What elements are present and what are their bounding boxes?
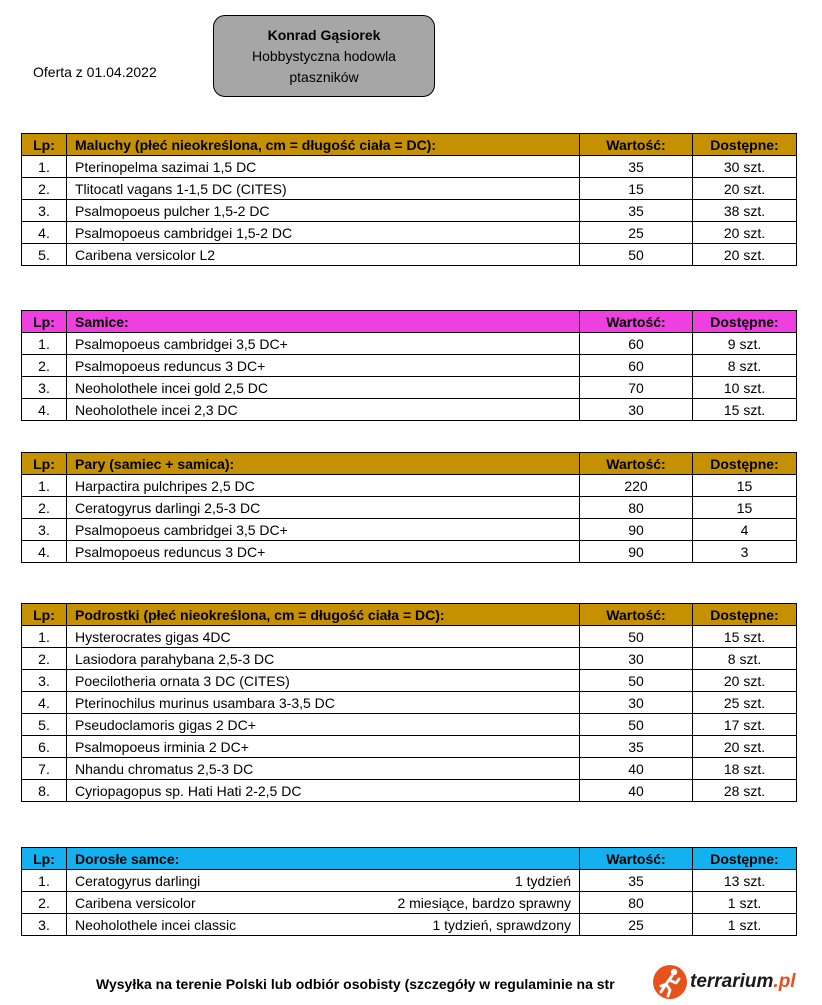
species-cell bbox=[67, 648, 580, 670]
price-value: 15 bbox=[580, 178, 693, 200]
seller-name: Konrad Gąsiorek bbox=[267, 27, 381, 43]
available-count: 20 szt. bbox=[693, 178, 797, 200]
available-count: 1 szt. bbox=[693, 914, 797, 936]
species-name: Neoholothele incei classic bbox=[75, 916, 237, 933]
shipping-note: Wysyłka na terenie Polski lub odbiór osobisty (szczegóły w regulaminie na str bbox=[96, 976, 615, 992]
table-row bbox=[22, 670, 797, 692]
species-cell bbox=[67, 222, 580, 244]
table-row bbox=[22, 892, 797, 914]
species-name: Neoholothele incei 2,3 DC bbox=[75, 401, 238, 418]
species-cell bbox=[67, 714, 580, 736]
species-name: Psalmopoeus cambridgei 1,5-2 DC bbox=[75, 224, 293, 241]
species-cell bbox=[67, 178, 580, 200]
row-number: 1. bbox=[22, 626, 67, 648]
species-name: Poecilotheria ornata 3 DC (CITES) bbox=[75, 672, 290, 689]
available-count: 20 szt. bbox=[693, 222, 797, 244]
species-cell bbox=[67, 758, 580, 780]
table-row bbox=[22, 626, 797, 648]
table-header-row bbox=[22, 848, 797, 870]
row-number: 3. bbox=[22, 914, 67, 936]
available-count: 17 szt. bbox=[693, 714, 797, 736]
species-name: Psalmopoeus reduncus 3 DC+ bbox=[75, 543, 266, 560]
available-count: 3 bbox=[693, 541, 797, 563]
header-available: Dostępne: bbox=[693, 453, 797, 475]
price-value: 80 bbox=[580, 892, 693, 914]
table-row bbox=[22, 648, 797, 670]
row-number: 2. bbox=[22, 178, 67, 200]
species-name: Caribena versicolor bbox=[75, 894, 196, 911]
price-value: 35 bbox=[580, 870, 693, 892]
row-number: 3. bbox=[22, 200, 67, 222]
species-cell bbox=[67, 870, 580, 892]
header-available: Dostępne: bbox=[693, 848, 797, 870]
table-row bbox=[22, 519, 797, 541]
species-name: Cyriopagopus sp. Hati Hati 2-2,5 DC bbox=[75, 782, 302, 799]
row-number: 6. bbox=[22, 736, 67, 758]
table-row bbox=[22, 156, 797, 178]
species-cell bbox=[67, 541, 580, 563]
table-header-row bbox=[22, 311, 797, 333]
header-lp: Lp: bbox=[22, 134, 67, 156]
species-cell bbox=[67, 497, 580, 519]
table-row bbox=[22, 870, 797, 892]
available-count: 15 bbox=[693, 497, 797, 519]
header-value: Wartość: bbox=[580, 604, 693, 626]
header-lp: Lp: bbox=[22, 848, 67, 870]
species-cell bbox=[67, 475, 580, 497]
species-name: Pterinochilus murinus usambara 3-3,5 DC bbox=[75, 694, 335, 711]
section-title: Samice: bbox=[67, 311, 580, 333]
table-row bbox=[22, 355, 797, 377]
species-name: Ceratogyrus darlingi 2,5-3 DC bbox=[75, 499, 261, 516]
price-value: 90 bbox=[580, 519, 693, 541]
row-number: 4. bbox=[22, 541, 67, 563]
row-number: 1. bbox=[22, 333, 67, 355]
header-available: Dostępne: bbox=[693, 604, 797, 626]
row-number: 8. bbox=[22, 780, 67, 802]
species-note: 1 tydzień bbox=[514, 872, 571, 889]
logo-text: terrarium bbox=[690, 971, 774, 992]
seller-header-box bbox=[213, 15, 435, 97]
row-number: 4. bbox=[22, 222, 67, 244]
price-value: 25 bbox=[580, 222, 693, 244]
section-title: Maluchy (płeć nieokreślona, cm = długość ciała = DC): bbox=[67, 134, 580, 156]
species-name: Psalmopoeus reduncus 3 DC+ bbox=[75, 357, 266, 374]
species-cell bbox=[67, 200, 580, 222]
available-count: 20 szt. bbox=[693, 736, 797, 758]
section-maluchy bbox=[21, 133, 796, 266]
table-header-row bbox=[22, 604, 797, 626]
table-row bbox=[22, 914, 797, 936]
species-cell bbox=[67, 626, 580, 648]
species-name: Pseudoclamoris gigas 2 DC+ bbox=[75, 716, 256, 733]
species-cell bbox=[67, 355, 580, 377]
species-cell bbox=[67, 914, 580, 936]
table-row bbox=[22, 497, 797, 519]
row-number: 3. bbox=[22, 377, 67, 399]
available-count: 1 szt. bbox=[693, 892, 797, 914]
species-name: Caribena versicolor L2 bbox=[75, 246, 216, 263]
price-value: 220 bbox=[580, 475, 693, 497]
row-number: 5. bbox=[22, 714, 67, 736]
species-name: Lasiodora parahybana 2,5-3 DC bbox=[75, 650, 275, 667]
row-number: 4. bbox=[22, 692, 67, 714]
price-value: 30 bbox=[580, 399, 693, 421]
available-count: 20 szt. bbox=[693, 670, 797, 692]
species-cell bbox=[67, 780, 580, 802]
row-number: 3. bbox=[22, 670, 67, 692]
species-cell bbox=[67, 736, 580, 758]
species-name: Ceratogyrus darlingi bbox=[75, 872, 201, 889]
price-value: 50 bbox=[580, 670, 693, 692]
available-count: 25 szt. bbox=[693, 692, 797, 714]
table-row bbox=[22, 736, 797, 758]
price-value: 90 bbox=[580, 541, 693, 563]
species-name: Psalmopoeus pulcher 1,5-2 DC bbox=[75, 202, 270, 219]
offer-date: Oferta z 01.04.2022 bbox=[33, 64, 157, 80]
section-title: Dorosłe samce: bbox=[67, 848, 580, 870]
available-count: 8 szt. bbox=[693, 648, 797, 670]
seller-tagline-1: Hobbystyczna hodowla bbox=[252, 48, 396, 64]
species-cell bbox=[67, 156, 580, 178]
table-row bbox=[22, 333, 797, 355]
table-row bbox=[22, 780, 797, 802]
header-lp: Lp: bbox=[22, 453, 67, 475]
species-name: Tlitocatl vagans 1-1,5 DC (CITES) bbox=[75, 180, 287, 197]
species-name: Harpactira pulchripes 2,5 DC bbox=[75, 477, 255, 494]
species-cell bbox=[67, 333, 580, 355]
table-row bbox=[22, 692, 797, 714]
row-number: 2. bbox=[22, 497, 67, 519]
available-count: 28 szt. bbox=[693, 780, 797, 802]
species-name: Pterinopelma sazimai 1,5 DC bbox=[75, 158, 257, 175]
species-cell bbox=[67, 377, 580, 399]
row-number: 2. bbox=[22, 355, 67, 377]
table-row bbox=[22, 541, 797, 563]
table-row bbox=[22, 475, 797, 497]
table-row bbox=[22, 244, 797, 266]
price-table bbox=[21, 452, 797, 563]
header-lp: Lp: bbox=[22, 311, 67, 333]
species-name: Psalmopoeus cambridgei 3,5 DC+ bbox=[75, 521, 288, 538]
price-value: 60 bbox=[580, 355, 693, 377]
row-number: 4. bbox=[22, 399, 67, 421]
section-podrostki bbox=[21, 603, 796, 802]
price-table bbox=[21, 133, 797, 266]
species-cell bbox=[67, 692, 580, 714]
species-name: Psalmopoeus cambridgei 3,5 DC+ bbox=[75, 335, 288, 352]
price-value: 80 bbox=[580, 497, 693, 519]
price-table bbox=[21, 603, 797, 802]
available-count: 10 szt. bbox=[693, 377, 797, 399]
row-number: 3. bbox=[22, 519, 67, 541]
table-header-row bbox=[22, 453, 797, 475]
section-samice bbox=[21, 310, 796, 421]
price-table bbox=[21, 310, 797, 421]
row-number: 5. bbox=[22, 244, 67, 266]
row-number: 1. bbox=[22, 870, 67, 892]
row-number: 1. bbox=[22, 475, 67, 497]
header-available: Dostępne: bbox=[693, 311, 797, 333]
species-name: Neoholothele incei gold 2,5 DC bbox=[75, 379, 269, 396]
species-cell bbox=[67, 399, 580, 421]
available-count: 30 szt. bbox=[693, 156, 797, 178]
species-cell bbox=[67, 244, 580, 266]
price-value: 40 bbox=[580, 780, 693, 802]
header-value: Wartość: bbox=[580, 848, 693, 870]
row-number: 2. bbox=[22, 892, 67, 914]
species-cell bbox=[67, 670, 580, 692]
available-count: 20 szt. bbox=[693, 244, 797, 266]
available-count: 15 szt. bbox=[693, 399, 797, 421]
header-lp: Lp: bbox=[22, 604, 67, 626]
table-row bbox=[22, 222, 797, 244]
price-value: 50 bbox=[580, 626, 693, 648]
price-value: 50 bbox=[580, 714, 693, 736]
table-row bbox=[22, 714, 797, 736]
species-note: 2 miesiące, bardzo sprawny bbox=[397, 894, 571, 911]
species-cell bbox=[67, 892, 580, 914]
price-value: 50 bbox=[580, 244, 693, 266]
species-name: Hysterocrates gigas 4DC bbox=[75, 628, 231, 645]
table-row bbox=[22, 200, 797, 222]
logo-wordmark bbox=[690, 971, 796, 993]
species-name: Psalmopoeus irminia 2 DC+ bbox=[75, 738, 249, 755]
price-value: 35 bbox=[580, 736, 693, 758]
section-pary bbox=[21, 452, 796, 563]
price-value: 30 bbox=[580, 648, 693, 670]
price-value: 60 bbox=[580, 333, 693, 355]
available-count: 15 szt. bbox=[693, 626, 797, 648]
header-value: Wartość: bbox=[580, 311, 693, 333]
row-number: 2. bbox=[22, 648, 67, 670]
terrarium-logo[interactable] bbox=[650, 962, 822, 1002]
species-cell bbox=[67, 519, 580, 541]
price-value: 25 bbox=[580, 914, 693, 936]
species-name: Nhandu chromatus 2,5-3 DC bbox=[75, 760, 254, 777]
price-value: 35 bbox=[580, 156, 693, 178]
available-count: 9 szt. bbox=[693, 333, 797, 355]
available-count: 8 szt. bbox=[693, 355, 797, 377]
price-value: 70 bbox=[580, 377, 693, 399]
price-value: 40 bbox=[580, 758, 693, 780]
section-title: Podrostki (płeć nieokreślona, cm = długość ciała = DC): bbox=[67, 604, 580, 626]
header-available: Dostępne: bbox=[693, 134, 797, 156]
section-title: Pary (samiec + samica): bbox=[67, 453, 580, 475]
available-count: 13 szt. bbox=[693, 870, 797, 892]
table-row bbox=[22, 178, 797, 200]
section-samce bbox=[21, 847, 796, 936]
header-value: Wartość: bbox=[580, 134, 693, 156]
available-count: 38 szt. bbox=[693, 200, 797, 222]
row-number: 1. bbox=[22, 156, 67, 178]
running-figure-icon bbox=[650, 962, 690, 1002]
row-number: 7. bbox=[22, 758, 67, 780]
table-row bbox=[22, 399, 797, 421]
table-header-row bbox=[22, 134, 797, 156]
available-count: 18 szt. bbox=[693, 758, 797, 780]
table-row bbox=[22, 758, 797, 780]
price-table bbox=[21, 847, 797, 936]
price-value: 35 bbox=[580, 200, 693, 222]
header-value: Wartość: bbox=[580, 453, 693, 475]
available-count: 15 bbox=[693, 475, 797, 497]
logo-suffix: .pl bbox=[773, 971, 796, 992]
species-note: 1 tydzień, sprawdzony bbox=[432, 916, 571, 933]
price-value: 30 bbox=[580, 692, 693, 714]
table-row bbox=[22, 377, 797, 399]
seller-tagline-2: ptaszników bbox=[289, 69, 359, 85]
available-count: 4 bbox=[693, 519, 797, 541]
